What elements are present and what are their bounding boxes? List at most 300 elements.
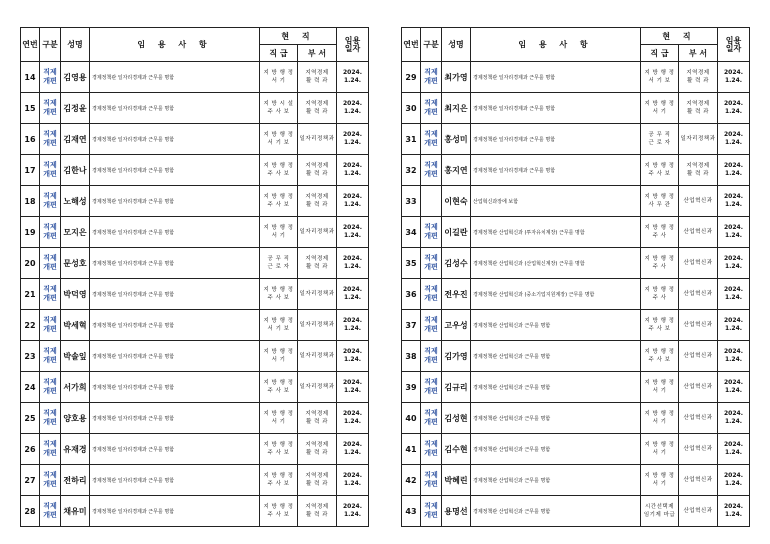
roster-table-right: [401, 27, 750, 527]
table-row: [402, 465, 750, 496]
row-type-line2: 개편: [424, 418, 438, 426]
row-type: [421, 465, 442, 496]
row-grade-line1: 시간선택제: [644, 504, 675, 510]
row-reason: 경제정책관 일자리경제과 근무를 명함: [471, 62, 641, 93]
header-dept: 부 서: [679, 45, 718, 62]
table-row: [21, 62, 369, 93]
row-dept: [679, 465, 718, 496]
row-dept: [679, 434, 718, 465]
row-number: 30: [402, 93, 421, 124]
row-grade-line2: 주 사: [652, 264, 667, 270]
table-row: [21, 341, 369, 372]
row-type: [421, 279, 442, 310]
row-date: [337, 496, 369, 527]
row-dept-line1: 산업혁신과: [683, 446, 713, 452]
row-grade-line1: 지 방 행 정: [644, 442, 675, 448]
row-dept-line1: 일자리정책과: [299, 229, 335, 235]
row-date: [718, 403, 750, 434]
row-date-line1: 2024.: [724, 255, 743, 262]
table-row: [402, 93, 750, 124]
row-date-line2: 1.24.: [343, 77, 362, 84]
row-type-line1: 직제: [43, 285, 57, 293]
row-grade-line1: 지 방 행 정: [263, 318, 294, 324]
table-row: [402, 186, 750, 217]
row-type-line2: 개편: [424, 232, 438, 240]
row-type-line2: 개편: [43, 294, 57, 302]
row-grade-line2: 서 기 보: [648, 78, 671, 84]
table-row: [21, 248, 369, 279]
table-row: [21, 310, 369, 341]
row-reason: 경제정책관 일자리경제과 근무를 명함: [90, 434, 260, 465]
header-type: 구분: [40, 28, 61, 62]
row-type: [421, 155, 442, 186]
row-reason: 경제정책관 일자리경제과 근무를 명함: [90, 93, 260, 124]
table-row: [21, 217, 369, 248]
row-dept-line1: 지역경제: [686, 101, 710, 107]
row-grade-line2: 주 사: [652, 233, 667, 239]
row-type: [40, 217, 61, 248]
row-date-line1: 2024.: [724, 472, 743, 479]
row-type-line1: 직제: [43, 99, 57, 107]
row-number: 41: [402, 434, 421, 465]
row-type-line2: 개편: [43, 108, 57, 116]
row-type: [40, 279, 61, 310]
row-name: 전하리: [61, 465, 90, 496]
row-reason: 경제정책관 일자리경제과 근무를 명함: [90, 465, 260, 496]
row-date-line1: 2024.: [724, 348, 743, 355]
row-number: 17: [21, 155, 40, 186]
row-reason: 경제정책관 산업혁신과 근무를 명함: [471, 465, 641, 496]
row-dept-line2: 활 력 과: [306, 481, 328, 487]
row-type: [40, 186, 61, 217]
row-date: [718, 93, 750, 124]
table-row: [402, 155, 750, 186]
row-date: [337, 217, 369, 248]
row-reason: 산업혁신과장에 보함: [471, 186, 641, 217]
row-type-line1: 직제: [424, 440, 438, 448]
row-date-line1: 2024.: [724, 69, 743, 76]
row-type: [421, 403, 442, 434]
row-type-line1: 직제: [43, 254, 57, 262]
row-reason: 경제정책관 일자리경제과 근무를 명함: [90, 310, 260, 341]
table-row: [21, 93, 369, 124]
row-type-line2: 개편: [43, 480, 57, 488]
row-name: 용명선: [442, 496, 471, 527]
row-grade: [260, 248, 298, 279]
row-type-line2: 개편: [424, 263, 438, 271]
row-type-line1: 직제: [424, 409, 438, 417]
row-grade-line2: 서 기: [271, 419, 286, 425]
row-grade-line1: 지 방 행 정: [644, 318, 675, 324]
row-grade-line2: 주 사 보: [267, 450, 290, 456]
row-date: [718, 124, 750, 155]
row-grade-line1: 지 방 행 정: [263, 194, 294, 200]
row-dept-line1: 지역경제: [305, 473, 329, 479]
row-date: [718, 372, 750, 403]
row-date-line2: 1.24.: [724, 449, 743, 456]
row-number: 40: [402, 403, 421, 434]
row-date-line2: 1.24.: [343, 263, 362, 270]
row-type: [40, 93, 61, 124]
row-number: 20: [21, 248, 40, 279]
row-grade: [260, 93, 298, 124]
table-row: [402, 341, 750, 372]
row-dept-line1: 지역경제: [305, 411, 329, 417]
row-dept: [298, 279, 337, 310]
row-dept-line1: 일자리정책과: [299, 291, 335, 297]
row-grade-line1: 지 방 행 정: [263, 349, 294, 355]
table-row: [21, 155, 369, 186]
row-grade-line2: 주 사 보: [267, 481, 290, 487]
row-grade-line1: 지 방 행 정: [263, 70, 294, 76]
row-name: 김수현: [442, 434, 471, 465]
row-dept-line2: 활 력 과: [306, 78, 328, 84]
row-type-line2: 개편: [43, 77, 57, 85]
row-date-line2: 1.24.: [343, 201, 362, 208]
row-grade-line1: 지 방 행 정: [644, 101, 675, 107]
row-dept-line1: 일자리정책과: [680, 136, 716, 142]
row-name: 박솔잎: [61, 341, 90, 372]
row-type: [421, 496, 442, 527]
row-type-line1: 직제: [424, 502, 438, 510]
row-date-line2: 1.24.: [724, 139, 743, 146]
row-type: [40, 465, 61, 496]
row-name: 김성현: [442, 403, 471, 434]
row-type-line1: 직제: [43, 316, 57, 324]
row-date-line1: 2024.: [343, 131, 362, 138]
row-date-line2: 1.24.: [724, 387, 743, 394]
row-type-line1: 직제: [424, 99, 438, 107]
row-dept: [298, 434, 337, 465]
row-date: [337, 155, 369, 186]
row-grade-line2: 주 사 보: [267, 295, 290, 301]
header-date: [718, 28, 750, 62]
row-type: [40, 310, 61, 341]
row-date-line2: 1.24.: [343, 232, 362, 239]
row-reason: 경제정책관 일자리경제과 근무를 명함: [471, 155, 641, 186]
row-dept-line1: 지역경제: [305, 101, 329, 107]
row-date-line1: 2024.: [343, 193, 362, 200]
row-dept: [298, 403, 337, 434]
row-type: [40, 62, 61, 93]
row-reason: 경제정책관 일자리경제과 근무를 명함: [90, 279, 260, 310]
row-type: [421, 248, 442, 279]
row-reason: 경제정책관 일자리경제과 근무를 명함: [90, 403, 260, 434]
row-date: [718, 279, 750, 310]
row-type: [421, 186, 442, 217]
row-name: 김규리: [442, 372, 471, 403]
row-dept-line1: 지역경제: [305, 163, 329, 169]
row-number: 43: [402, 496, 421, 527]
row-number: 26: [21, 434, 40, 465]
header-reason: 임 용 사 항: [90, 28, 260, 62]
row-date-line2: 1.24.: [343, 139, 362, 146]
row-reason: 경제정책관 일자리경제과 근무를 명함: [90, 372, 260, 403]
row-type: [421, 434, 442, 465]
row-type-line1: 직제: [43, 409, 57, 417]
table-row: [402, 403, 750, 434]
row-grade: [641, 279, 679, 310]
table-row: [21, 124, 369, 155]
row-dept-line2: 활 력 과: [306, 264, 328, 270]
row-date-line1: 2024.: [724, 193, 743, 200]
row-dept: [679, 496, 718, 527]
row-date: [337, 279, 369, 310]
row-type-line2: 개편: [43, 263, 57, 271]
row-type: [421, 124, 442, 155]
row-date-line2: 1.24.: [724, 511, 743, 518]
row-date-line2: 1.24.: [724, 294, 743, 301]
row-date: [337, 341, 369, 372]
row-date: [718, 155, 750, 186]
row-date-line1: 2024.: [343, 100, 362, 107]
row-type: [421, 93, 442, 124]
row-date-line1: 2024.: [724, 410, 743, 417]
row-grade-line1: 지 방 행 정: [644, 411, 675, 417]
row-reason: 경제정책관 산업혁신과 (중소기업지원계장) 근무를 명함: [471, 279, 641, 310]
header-dept: 부 서: [298, 45, 337, 62]
row-number: 35: [402, 248, 421, 279]
roster-body-right: [402, 62, 750, 527]
row-grade: [260, 465, 298, 496]
row-type-line1: 직제: [43, 440, 57, 448]
row-grade-line2: 서 기 보: [267, 326, 290, 332]
row-number: 16: [21, 124, 40, 155]
row-dept-line2: 활 력 과: [306, 171, 328, 177]
row-date: [337, 310, 369, 341]
row-grade-line1: 지 방 행 정: [263, 380, 294, 386]
row-type: [40, 155, 61, 186]
table-row: [402, 217, 750, 248]
row-reason: 경제정책관 일자리경제과 근무를 명함: [90, 341, 260, 372]
row-date-line2: 1.24.: [343, 108, 362, 115]
row-type-line1: 직제: [424, 316, 438, 324]
roster-table-left: [20, 27, 369, 527]
row-date-line2: 1.24.: [343, 356, 362, 363]
row-type-line2: 개편: [43, 356, 57, 364]
row-type-line1: 직제: [424, 347, 438, 355]
row-grade: [260, 496, 298, 527]
row-grade: [260, 372, 298, 403]
row-dept: [679, 279, 718, 310]
header-no: 연번: [402, 28, 421, 62]
row-date-line2: 1.24.: [343, 325, 362, 332]
row-grade-line2: 서 기: [652, 109, 667, 115]
row-number: 36: [402, 279, 421, 310]
row-grade: [641, 248, 679, 279]
row-date-line2: 1.24.: [724, 201, 743, 208]
row-grade-line2: 사 무 관: [648, 202, 671, 208]
row-number: 31: [402, 124, 421, 155]
row-grade: [641, 403, 679, 434]
row-grade-line2: 주 사 보: [267, 512, 290, 518]
roster-body-left: [21, 62, 369, 527]
row-grade-line2: 서 기: [652, 450, 667, 456]
row-type-line1: 직제: [43, 130, 57, 138]
row-dept-line1: 산업혁신과: [683, 260, 713, 266]
row-grade: [260, 62, 298, 93]
row-type-line1: 직제: [424, 223, 438, 231]
row-grade-line1: 지 방 행 정: [644, 473, 675, 479]
row-name: 고우성: [442, 310, 471, 341]
row-grade-line2: 주 사 보: [648, 326, 671, 332]
row-grade-line1: 지 방 행 정: [644, 194, 675, 200]
row-grade: [260, 279, 298, 310]
row-type: [40, 403, 61, 434]
row-grade: [641, 434, 679, 465]
row-type-line2: 개편: [43, 201, 57, 209]
row-type: [40, 124, 61, 155]
table-row: [402, 62, 750, 93]
row-grade-line2: 근 로 자: [648, 140, 671, 146]
row-date: [337, 124, 369, 155]
row-type-line1: 직제: [43, 161, 57, 169]
row-grade: [260, 310, 298, 341]
row-type-line2: 개편: [43, 511, 57, 519]
row-name: 모지은: [61, 217, 90, 248]
row-type-line1: 직제: [43, 68, 57, 76]
header-name: 성명: [61, 28, 90, 62]
row-grade: [260, 186, 298, 217]
row-type-line1: 직제: [424, 130, 438, 138]
row-dept-line1: 지역경제: [305, 442, 329, 448]
row-type-line1: 직제: [43, 347, 57, 355]
row-type-line1: 직제: [43, 378, 57, 386]
row-date-line2: 1.24.: [343, 418, 362, 425]
row-dept: [298, 496, 337, 527]
table-row: [21, 372, 369, 403]
row-grade: [260, 124, 298, 155]
row-dept: [679, 217, 718, 248]
row-date-line1: 2024.: [343, 224, 362, 231]
header-current-position: 현 직: [260, 28, 337, 45]
row-date: [337, 403, 369, 434]
row-dept: [679, 155, 718, 186]
header-date-line2: 일자: [725, 43, 742, 53]
row-type-line2: 개편: [424, 449, 438, 457]
row-dept-line2: 활 력 과: [687, 78, 709, 84]
row-dept: [679, 62, 718, 93]
row-date-line2: 1.24.: [343, 170, 362, 177]
row-date-line2: 1.24.: [343, 449, 362, 456]
table-row: [402, 248, 750, 279]
row-name: 이현숙: [442, 186, 471, 217]
row-dept-line2: 활 력 과: [306, 419, 328, 425]
row-type-line2: 개편: [424, 170, 438, 178]
row-type-line1: 직제: [424, 378, 438, 386]
row-type-line1: 직제: [424, 161, 438, 169]
row-dept-line1: 지역경제: [686, 70, 710, 76]
row-date-line1: 2024.: [724, 503, 743, 510]
row-date-line2: 1.24.: [724, 232, 743, 239]
row-date-line1: 2024.: [343, 317, 362, 324]
row-number: 38: [402, 341, 421, 372]
row-grade: [641, 155, 679, 186]
row-type: [421, 62, 442, 93]
row-type-line2: 개편: [43, 418, 57, 426]
row-date: [337, 93, 369, 124]
header-type: 구분: [421, 28, 442, 62]
row-number: 27: [21, 465, 40, 496]
row-date-line1: 2024.: [343, 286, 362, 293]
table-row: [402, 124, 750, 155]
table-row: [402, 372, 750, 403]
row-grade: [260, 217, 298, 248]
row-dept-line2: 활 력 과: [306, 109, 328, 115]
row-type-line1: 직제: [424, 254, 438, 262]
row-dept-line1: 지역경제: [686, 163, 710, 169]
row-reason: 경제정책관 일자리경제과 근무를 명함: [90, 186, 260, 217]
row-reason: 경제정책관 일자리경제과 근무를 명함: [90, 248, 260, 279]
row-dept: [679, 403, 718, 434]
row-date-line2: 1.24.: [343, 480, 362, 487]
row-type-line2: 개편: [43, 139, 57, 147]
row-grade: [641, 465, 679, 496]
row-grade-line1: 지 방 행 정: [263, 473, 294, 479]
row-grade: [641, 186, 679, 217]
row-date-line1: 2024.: [343, 162, 362, 169]
row-name: 김성수: [442, 248, 471, 279]
row-grade: [641, 341, 679, 372]
table-row: [402, 496, 750, 527]
header-grade: 직 급: [260, 45, 298, 62]
row-date-line2: 1.24.: [343, 387, 362, 394]
row-reason: 경제정책관 일자리경제과 근무를 명함: [90, 124, 260, 155]
row-date: [718, 217, 750, 248]
row-number: 15: [21, 93, 40, 124]
row-type: [421, 372, 442, 403]
row-date-line1: 2024.: [724, 224, 743, 231]
row-dept-line1: 일자리정책과: [299, 322, 335, 328]
row-name: 박혜린: [442, 465, 471, 496]
row-dept: [679, 341, 718, 372]
row-date-line1: 2024.: [343, 255, 362, 262]
row-dept-line1: 산업혁신과: [683, 198, 713, 204]
row-grade-line2: 근 로 자: [267, 264, 290, 270]
row-dept: [679, 248, 718, 279]
row-type-line2: 개편: [424, 139, 438, 147]
row-type-line1: 직제: [424, 68, 438, 76]
header-date-line1: 임용: [344, 35, 361, 45]
row-grade: [641, 124, 679, 155]
row-date-line2: 1.24.: [724, 77, 743, 84]
row-reason: 경제정책관 산업혁신과 (산업혁신계장) 근무를 명함: [471, 248, 641, 279]
row-name: 김정윤: [61, 93, 90, 124]
row-dept: [298, 186, 337, 217]
row-grade-line1: 지 방 행 정: [263, 287, 294, 293]
row-dept-line2: 활 력 과: [306, 450, 328, 456]
row-type: [421, 341, 442, 372]
row-date-line2: 1.24.: [724, 480, 743, 487]
row-number: 33: [402, 186, 421, 217]
header-date-line2: 일자: [344, 43, 361, 53]
row-dept-line1: 지역경제: [305, 504, 329, 510]
row-reason: 경제정책관 산업혁신과 근무를 명함: [471, 310, 641, 341]
row-reason: 경제정책관 산업혁신과 근무를 명함: [471, 434, 641, 465]
row-dept-line1: 일자리정책과: [299, 136, 335, 142]
row-date-line1: 2024.: [724, 286, 743, 293]
row-type: [40, 248, 61, 279]
row-reason: 경제정책관 산업혁신과 근무를 명함: [471, 403, 641, 434]
row-dept: [679, 124, 718, 155]
row-grade-line2: 서 기: [652, 481, 667, 487]
row-type-line1: 직제: [43, 192, 57, 200]
row-number: 18: [21, 186, 40, 217]
row-dept-line1: 산업혁신과: [683, 353, 713, 359]
row-grade-line2: 서 기: [271, 78, 286, 84]
row-type-line2: 개편: [424, 77, 438, 85]
row-type: [40, 496, 61, 527]
